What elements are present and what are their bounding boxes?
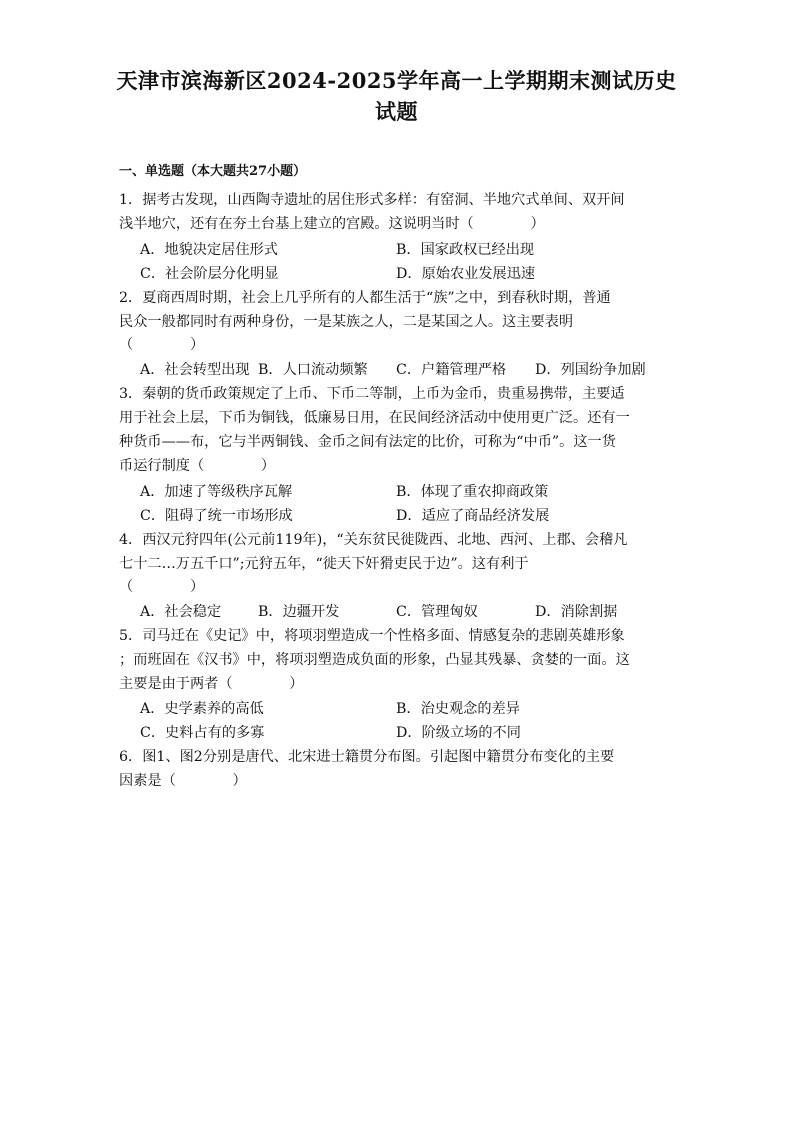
question-4-option-c[interactable]: C．管理匈奴 xyxy=(396,604,478,620)
question-4-option-b[interactable]: B．边疆开发 xyxy=(258,604,340,620)
question-4-option-a[interactable]: A．社会稳定 xyxy=(140,604,222,620)
question-1-option-d[interactable]: D．原始农业发展迅速 xyxy=(396,266,536,282)
question-1-option-a[interactable]: A．地貌决定居住形式 xyxy=(140,242,278,258)
question-4-text: （ ） xyxy=(119,579,205,595)
question-3-option-b[interactable]: B．体现了重农抑商政策 xyxy=(396,484,549,500)
question-4-text: 七十二…万五千口”;元狩五年，“徙天下奸猾吏民于边”。这有利于 xyxy=(119,556,529,572)
question-1-text: 1．据考古发现，山西陶寺遗址的居住形式多样：有窑洞、半地穴式单间、双开间 xyxy=(119,192,625,208)
question-2-option-d[interactable]: D．列国纷争加剧 xyxy=(535,362,646,378)
question-5-option-b[interactable]: B．治史观念的差异 xyxy=(396,701,520,717)
question-4-option-d[interactable]: D．消除割据 xyxy=(535,604,618,620)
question-3-option-d[interactable]: D．适应了商品经济发展 xyxy=(396,508,550,524)
question-6-text: 6．图1、图2分别是唐代、北宋进士籍贯分布图。引起图中籍贯分布变化的主要 xyxy=(119,749,615,765)
question-5-text: 主要是由于两者（ ） xyxy=(119,676,304,692)
question-3-text: 用于社会上层，下币为铜钱，低廉易日用，在民间经济活动中使用更广泛。还有一 xyxy=(119,410,630,426)
question-3-text: 币运行制度（ ） xyxy=(119,458,276,474)
question-3-option-c[interactable]: C．阻碍了统一市场形成 xyxy=(140,508,293,524)
question-2-option-b[interactable]: B．人口流动频繁 xyxy=(258,362,368,378)
document-title-line-1: 天津市滨海新区2024-2025学年高一上学期期末测试历史 xyxy=(116,68,677,93)
question-5-text: 5．司马迁在《史记》中，将项羽塑造成一个性格多面、情感复杂的悲剧英雄形象 xyxy=(119,628,625,644)
question-4-text: 4．西汉元狩四年(公元前119年)，“关东贫民徙陇西、北地、西河、上郡、会稽凡 xyxy=(119,532,628,548)
question-2-text: 民众一般都同时有两种身份，一是某族之人，二是某国之人。这主要表明 xyxy=(119,314,574,330)
question-5-option-d[interactable]: D．阶级立场的不同 xyxy=(396,725,521,741)
question-2-text: （ ） xyxy=(119,337,205,353)
question-2-option-a[interactable]: A．社会转型出现 xyxy=(140,362,250,378)
question-6-text: 因素是（ ） xyxy=(119,773,247,789)
question-5-option-a[interactable]: A．史学素养的高低 xyxy=(140,701,264,717)
question-1-text: 浅半地穴，还有在夯土台基上建立的宫殿。这说明当时（ ） xyxy=(119,216,545,232)
document-title-line-2: 试题 xyxy=(375,99,418,124)
question-2-text: 2．夏商西周时期，社会上几乎所有的人都生活于“族”之中，到春秋时期，普通 xyxy=(119,290,611,306)
question-5-text: ；而班固在《汉书》中，将项羽塑造成负面的形象，凸显其残暴、贪婪的一面。这 xyxy=(119,652,630,668)
question-2-option-c[interactable]: C．户籍管理严格 xyxy=(396,362,507,378)
question-5-option-c[interactable]: C．史料占有的多寡 xyxy=(140,725,265,741)
question-3-text: 3．秦朝的货币政策规定了上币、下币二等制，上币为金币，贵重易携带，主要适 xyxy=(119,386,625,402)
question-3-option-a[interactable]: A．加速了等级秩序瓦解 xyxy=(140,484,293,500)
question-3-text: 种货币——布，它与半两铜钱、金币之间有法定的比价，可称为“中币”。这一货 xyxy=(119,434,616,450)
section-heading: 一、单选题（本大题共27小题） xyxy=(119,164,307,179)
question-1-option-b[interactable]: B．国家政权已经出现 xyxy=(396,242,535,258)
question-1-option-c[interactable]: C．社会阶层分化明显 xyxy=(140,266,279,282)
